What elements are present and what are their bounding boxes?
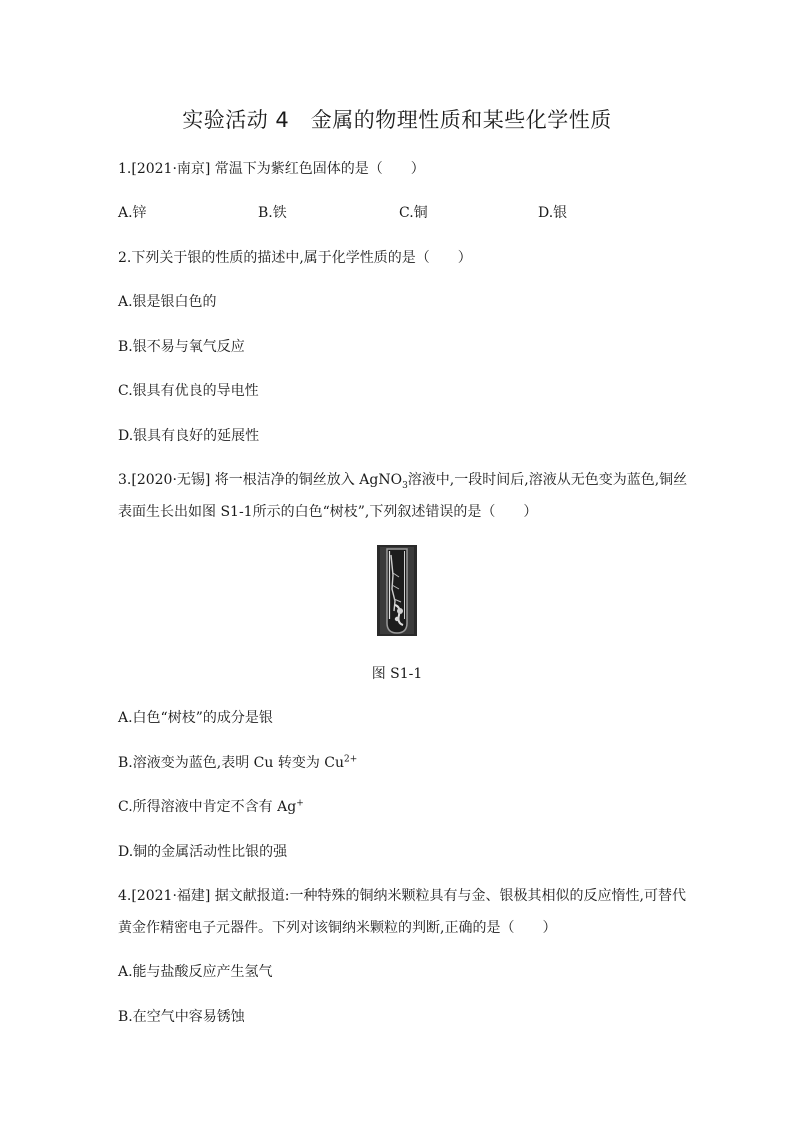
q2-option-a: A.银是银白色的 (118, 294, 217, 310)
q4-option-b: B.在空气中容易锈蚀 (118, 1009, 245, 1025)
q3-option-a: A.白色“树枝”的成分是银 (118, 710, 273, 726)
q4-option-a: A.能与盐酸反应产生氢气 (118, 964, 273, 980)
q2-option-d: D.银具有良好的延展性 (118, 428, 260, 444)
question-4-stem-line-2: 黄金作精密电子元器件。下列对该铜纳米颗粒的判断,正确的是（ ） (118, 920, 557, 936)
q1-option-a: A.锌 (118, 205, 147, 221)
test-tube-photo (377, 545, 417, 636)
question-3-stem-line-2: 表面生长出如图 S1-1所示的白色“树枝”,下列叙述错误的是（ ） (118, 504, 538, 520)
q1-option-c: C.铜 (399, 205, 428, 221)
question-1-stem: 1.[2021·南京] 常温下为紫红色固体的是（ ） (118, 161, 425, 177)
question-2-stem: 2.下列关于银的性质的描述中,属于化学性质的是（ ） (118, 250, 472, 266)
question-4-stem-line-1: 4.[2021·福建] 据文献报道:一种特殊的铜纳米颗粒具有与金、银极其相似的反应惰性,可替代 (118, 888, 686, 904)
q3-option-c: C.所得溶液中肯定不含有 Ag+ (118, 798, 304, 815)
question-3-stem-line-1: 3.[2020·无锡] 将一根洁净的铜丝放入 AgNO$_3$溶液中,一段时间后,溶液从无色变为蓝色,铜丝 (118, 472, 688, 491)
page-title: 实验活动 4 金属的物理性质和某些化学性质 (182, 108, 612, 132)
q1-option-b: B.铁 (258, 205, 287, 221)
q2-option-c: C.银具有优良的导电性 (118, 383, 259, 399)
q3-option-b: B.溶液变为蓝色,表明 Cu 转变为 $Cu^{2+}$ (118, 754, 358, 771)
figure-caption: 图 S1-1 (371, 666, 423, 682)
q1-option-d: D.银 (538, 205, 568, 221)
q2-option-b: B.银不易与氧气反应 (118, 339, 245, 355)
q3-option-d: D.铜的金属活动性比银的强 (118, 844, 288, 860)
